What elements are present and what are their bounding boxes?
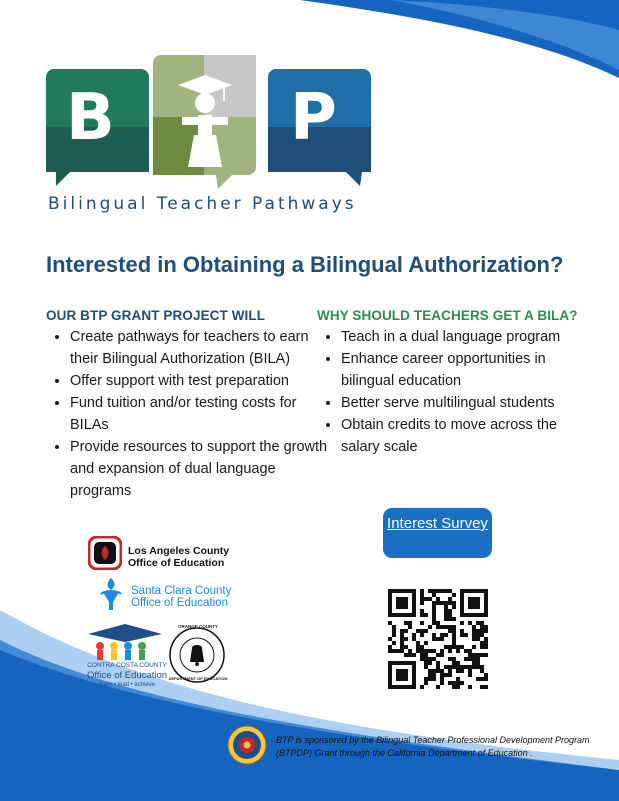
santa-clara-name: Santa Clara County Office of Education — [131, 585, 232, 609]
orange-county-ring-text: ORANGE COUNTY — [177, 624, 218, 629]
interest-survey-button[interactable]: Interest Survey — [383, 508, 492, 558]
list-item: • Better serve multilingual students — [341, 392, 591, 414]
la-county-name: Los Angeles County Office of Education — [128, 545, 230, 569]
footer-sponsor-text: BTP is sponsored by the Bilingual Teacher Professional Development Program (BTPDP) Grant through the California Department of Education . — [276, 735, 590, 758]
list-item: • Create pathways for teachers to earn their Bilingual Authorization (BILA) — [70, 326, 332, 370]
right-column-heading: WHY SHOULD TEACHERS GET A BILA? — [317, 308, 578, 323]
logo-wordmark: Bilingual Teacher Pathways — [48, 194, 357, 214]
list-item: • Enhance career opportunities in bilingual education — [341, 348, 591, 392]
orange-county-ring-text-bottom: DEPARTMENT OF EDUCATION — [168, 676, 228, 681]
list-item: • Teach in a dual language program — [341, 326, 591, 348]
graduate-icon — [174, 73, 236, 171]
contra-costa-name: CONTRA COSTA COUNTY Office of Education learn • lead • achieve — [86, 662, 168, 688]
list-item: • Fund tuition and/or testing costs for BILAs — [70, 392, 332, 436]
btp-logo — [46, 55, 371, 215]
qr-code-icon[interactable] — [388, 589, 488, 689]
left-column-heading: OUR BTP GRANT PROJECT WILL — [46, 308, 266, 323]
contra-costa-figures-icon — [86, 622, 164, 662]
logo-letter-b: B — [66, 81, 115, 155]
la-county-seal-icon — [88, 536, 122, 570]
right-column-list — [317, 326, 591, 458]
logo-letter-p: P — [290, 81, 337, 155]
list-item: • Provide resources to support the growth and expansion of dual language programs — [70, 436, 332, 502]
cde-seal-icon — [227, 725, 267, 765]
list-item: • Obtain credits to move across the salary scale — [341, 414, 591, 458]
list-item: • Offer support with test preparation — [70, 370, 332, 392]
left-column-list — [46, 326, 332, 502]
santa-clara-torch-icon — [99, 576, 123, 614]
headline: Interested in Obtaining a Bilingual Authorization? — [46, 252, 564, 277]
